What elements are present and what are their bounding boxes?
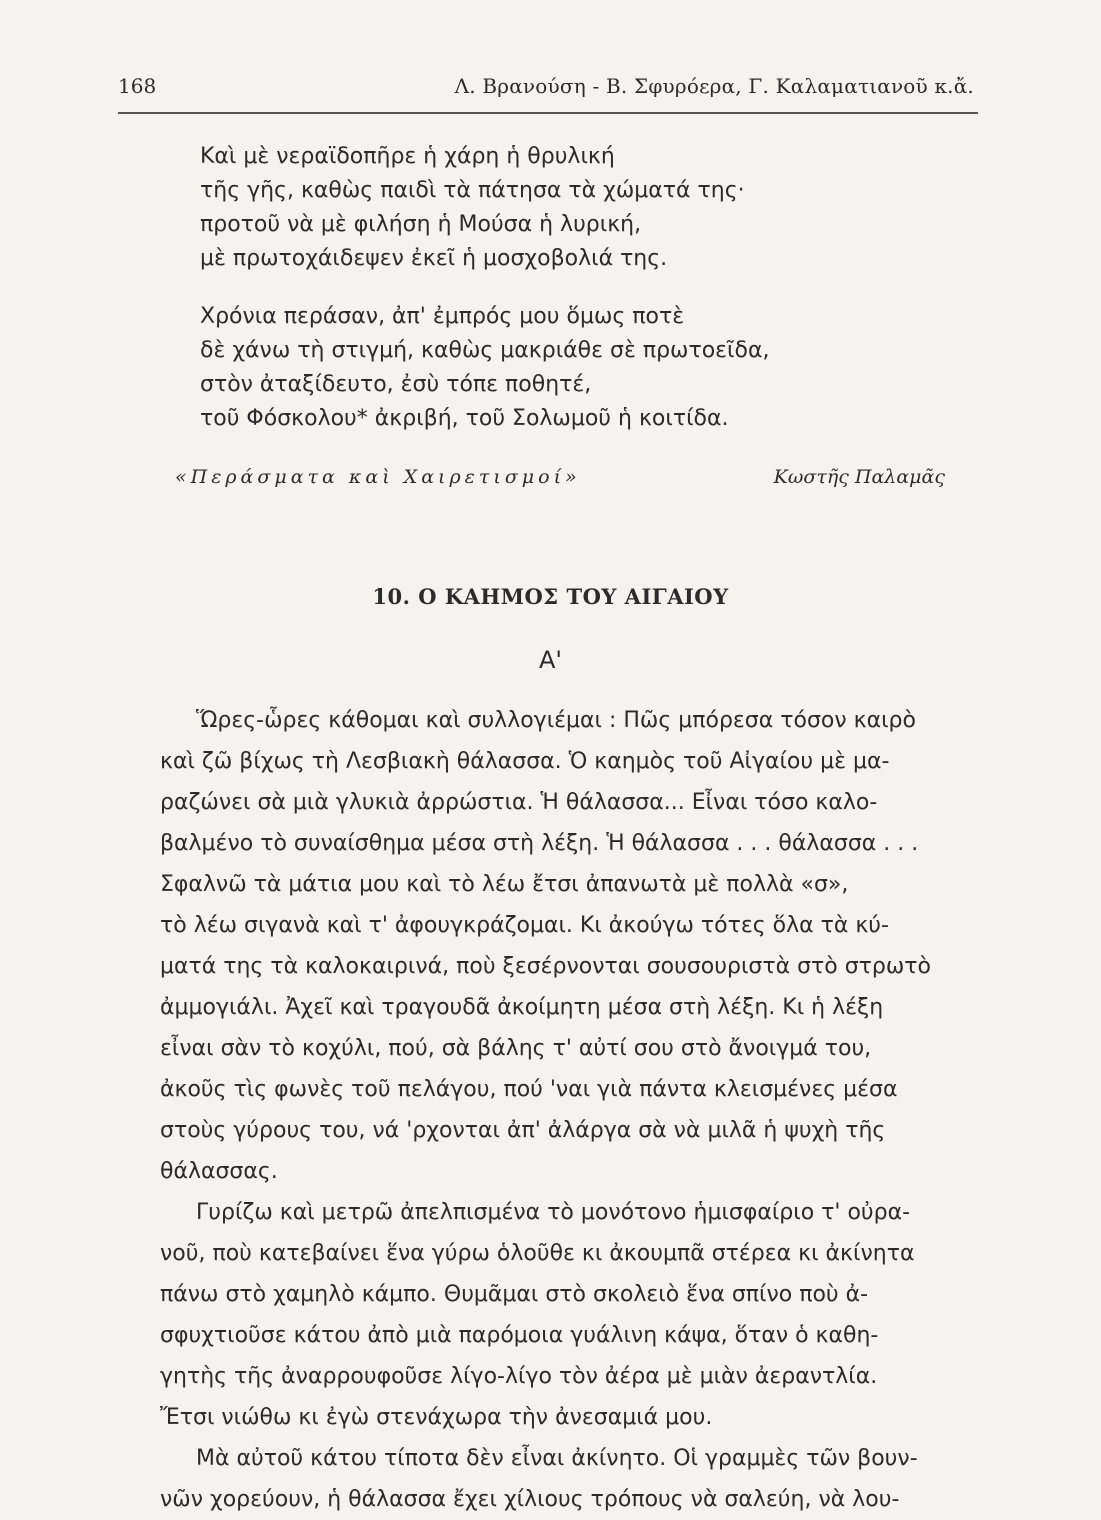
prose-line: πάνω στὸ χαμηλὸ κάμπο. Θυμᾶμαι στὸ σκολειὸ ἕνα σπίνο ποὺ ἀ- [160, 1282, 869, 1307]
prose-line: Μὰ αὐτοῦ κάτου τίποτα δὲν εἶναι ἀκίνητο. Οἱ γραμμὲς τῶν βουν- [196, 1446, 918, 1471]
prose-line: στοὺς γύρους του, νά 'ρχονται ἀπ' ἀλάργα σὰ νὰ μιλᾶ ἡ ψυχὴ τῆς [160, 1118, 886, 1143]
prose-line: γητὴς τῆς ἀναρρουφοῦσε λίγο-λίγο τὸν ἀέρα μὲ μιὰν ἀεραντλία. [160, 1364, 878, 1389]
prose-line: ἀκοῦς τὶς φωνὲς τοῦ πελάγου, πού 'ναι γιὰ πάντα κλεισμένες μέσα [160, 1077, 898, 1102]
poem-source: «Περάσματα καὶ Χαιρετισμοί» [175, 466, 581, 488]
header-rule [118, 112, 978, 114]
prose-line: τὸ λέω σιγανὰ καὶ τ' ἀφουγκράζομαι. Κι ἀκούγω τότες ὅλα τὰ κύ- [160, 913, 889, 938]
page-number: 168 [118, 74, 157, 98]
prose-line: Ὥρες-ὧρες κάθομαι καὶ συλλογιέμαι : Πῶς μπόρεσα τόσον καιρὸ [196, 708, 916, 733]
poem-author: Κωστῆς Παλαμᾶς [773, 466, 945, 488]
prose-line: νῶν χορεύουν, ἡ θάλασσα ἔχει χίλιους τρόπους νὰ σαλεύη, νὰ λου- [160, 1487, 900, 1512]
prose-line: ἀμμογιάλι. Ἀχεῖ καὶ τραγουδᾶ ἀκοίμητη μέσα στὴ λέξη. Κι ἡ λέξη [160, 995, 884, 1020]
prose-line: ματά της τὰ καλοκαιρινά, ποὺ ξεσέρνονται σουσουριστὰ στὸ στρωτὸ [160, 954, 932, 979]
poem-stanza [200, 300, 980, 436]
prose-line: Σφαλνῶ τὰ μάτια μου καὶ τὸ λέω ἔτσι ἀπανωτὰ μὲ πολλὰ «σ», [160, 872, 849, 897]
prose-line: εἶναι σὰν τὸ κοχύλι, πού, σὰ βάλης τ' αὐτί σου στὸ ἄνοιγμά του, [160, 1036, 872, 1061]
poem-verse: Χρόνια περάσαν, ἀπ' ἐμπρός μου ὅμως ποτὲ [200, 304, 685, 329]
section-marker: Α' [538, 646, 562, 674]
prose-line: σφυχτιοῦσε κάτου ἀπὸ μιὰ παρόμοια γυάλινη κάψα, ὅταν ὁ καθη- [160, 1323, 879, 1348]
poem-verse: στὸν ἀταξίδευτο, ἐσὺ τόπε ποθητέ, [200, 372, 592, 397]
poem-stanza [200, 140, 980, 276]
poem [200, 140, 980, 436]
poem-verse: Καὶ μὲ νεραϊδοπῆρε ἡ χάρη ἡ θρυλική [200, 144, 615, 169]
prose-body [160, 700, 990, 1520]
poem-citation [175, 466, 945, 496]
prose-line: βαλμένο τὸ συναίσθημα μέσα στὴ λέξη. Ἡ θάλασσα . . . θάλασσα . . . [160, 831, 919, 856]
prose-line: Ἔτσι νιώθω κι ἐγὼ στενάχωρα τὴν ἀνεσαμιά μου. [160, 1405, 713, 1430]
prose-line: θάλασσας. [160, 1159, 278, 1184]
page-header [118, 74, 978, 106]
prose-line: καὶ ζῶ βίχως τὴ Λεσβιακὴ θάλασσα. Ὁ καημὸς τοῦ Αἰγαίου μὲ μα- [160, 749, 890, 774]
poem-verse: τῆς γῆς, καθὼς παιδὶ τὰ πάτησα τὰ χώματά της· [200, 178, 745, 203]
prose-line: Γυρίζω καὶ μετρῶ ἀπελπισμένα τὸ μονότονο ἡμισφαίριο τ' οὐρα- [196, 1200, 911, 1225]
prose-line: ραζώνει σὰ μιὰ γλυκιὰ ἀρρώστια. Ἡ θάλασσα... Εἶναι τόσο καλο- [160, 790, 878, 815]
poem-verse: μὲ πρωτοχάιδεψεν ἐκεῖ ἡ μοσχοβολιά της. [200, 246, 668, 271]
prose-line: νοῦ, ποὺ κατεβαίνει ἕνα γύρω ὁλοῦθε κι ἀκουμπᾶ στέρεα κι ἀκίνητα [160, 1241, 915, 1266]
running-head: Λ. Βρανούση - Β. Σφυρόερα, Γ. Καλαματιανοῦ κ.ἄ. [454, 74, 974, 98]
poem-verse: τοῦ Φόσκολου* ἀκριβή, τοῦ Σολωμοῦ ἡ κοιτίδα. [200, 406, 729, 431]
poem-verse: προτοῦ νὰ μὲ φιλήση ἡ Μούσα ἡ λυρική, [200, 212, 642, 237]
chapter-title: 10. Ο ΚΑΗΜΟΣ ΤΟΥ ΑΙΓΑΙΟΥ [372, 584, 729, 609]
poem-verse: δὲ χάνω τὴ στιγμή, καθὼς μακριάθε σὲ πρωτοεῖδα, [200, 338, 770, 363]
